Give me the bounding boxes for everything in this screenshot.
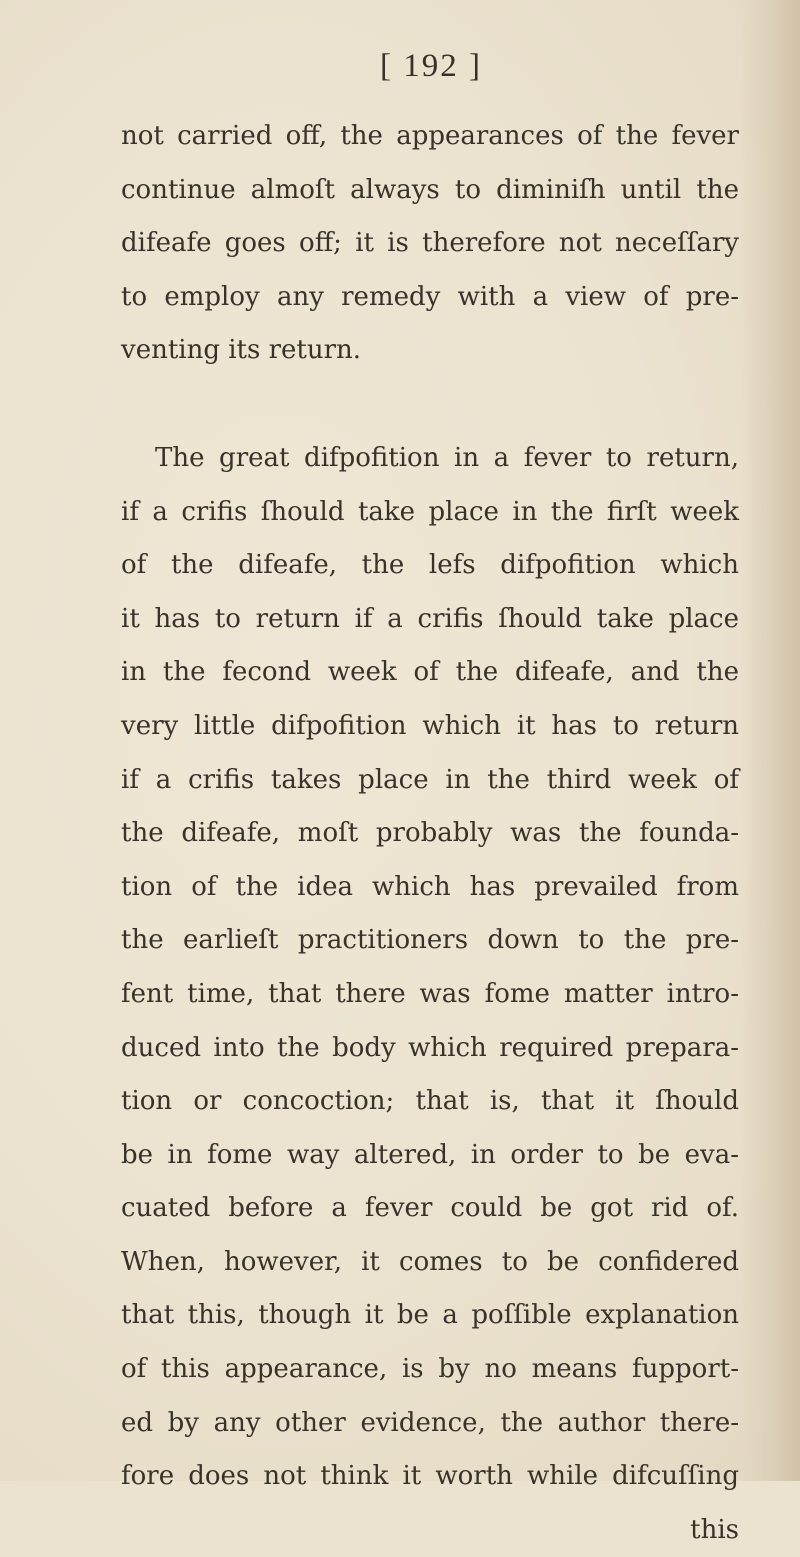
text-line: if a crifis takes place in the third week of	[121, 764, 739, 795]
text-line: duced into the body which required prepara-	[121, 1032, 739, 1063]
text-line: of the difeafe, the lefs difpofition which	[121, 550, 739, 581]
text-line: ed by any other evidence, the author there-	[121, 1407, 739, 1438]
text-line: fent time, that there was fome matter intro-	[121, 978, 739, 1009]
text-line: fore does not think it worth while difcuſſing	[121, 1461, 739, 1492]
text-line: venting its return.	[121, 335, 362, 366]
paragraph-1	[121, 110, 739, 378]
text-line: very little difpofition which it has to return	[121, 710, 739, 741]
text-line: of this appearance, is by no means fupport-	[121, 1354, 739, 1385]
text-line: in the fecond week of the difeafe, and the	[121, 657, 739, 688]
text-line: if a crifis ſhould take place in the firſt week	[121, 496, 739, 527]
text-line: The great difpofition in a fever to return,	[155, 442, 739, 473]
text-line: that this, though it be a poſſible explanation	[121, 1300, 739, 1331]
text-line: not carried off, the appearances of the fever	[121, 121, 739, 151]
text-line: cuated before a fever could be got rid of.	[121, 1193, 739, 1224]
text-line: to employ any remedy with a view of pre-	[121, 281, 739, 312]
text-line: be in fome way altered, in order to be eva-	[121, 1139, 739, 1170]
text-line: the difeafe, moſt probably was the founda-	[121, 818, 739, 849]
text-line: tion of the idea which has prevailed from	[121, 871, 739, 902]
text-line: the earlieſt practitioners down to the pre-	[121, 925, 739, 956]
body-text	[121, 110, 739, 1557]
page-number: [ 192 ]	[380, 48, 482, 84]
paragraph-gap	[121, 378, 739, 432]
text-line: it has to return if a crifis ſhould take place	[121, 603, 739, 634]
paragraph-2	[121, 432, 739, 1504]
text-line: When, however, it comes to be confidered	[121, 1246, 739, 1277]
page-edge-shadow	[740, 0, 800, 1481]
text-line: tion or concoction; that is, that it ſhould	[121, 1086, 739, 1117]
catchword: this	[690, 1514, 739, 1545]
text-line: continue almoſt always to diminiſh until the	[121, 174, 739, 205]
text-line: difeafe goes off; it is therefore not neceſſary	[121, 228, 739, 259]
